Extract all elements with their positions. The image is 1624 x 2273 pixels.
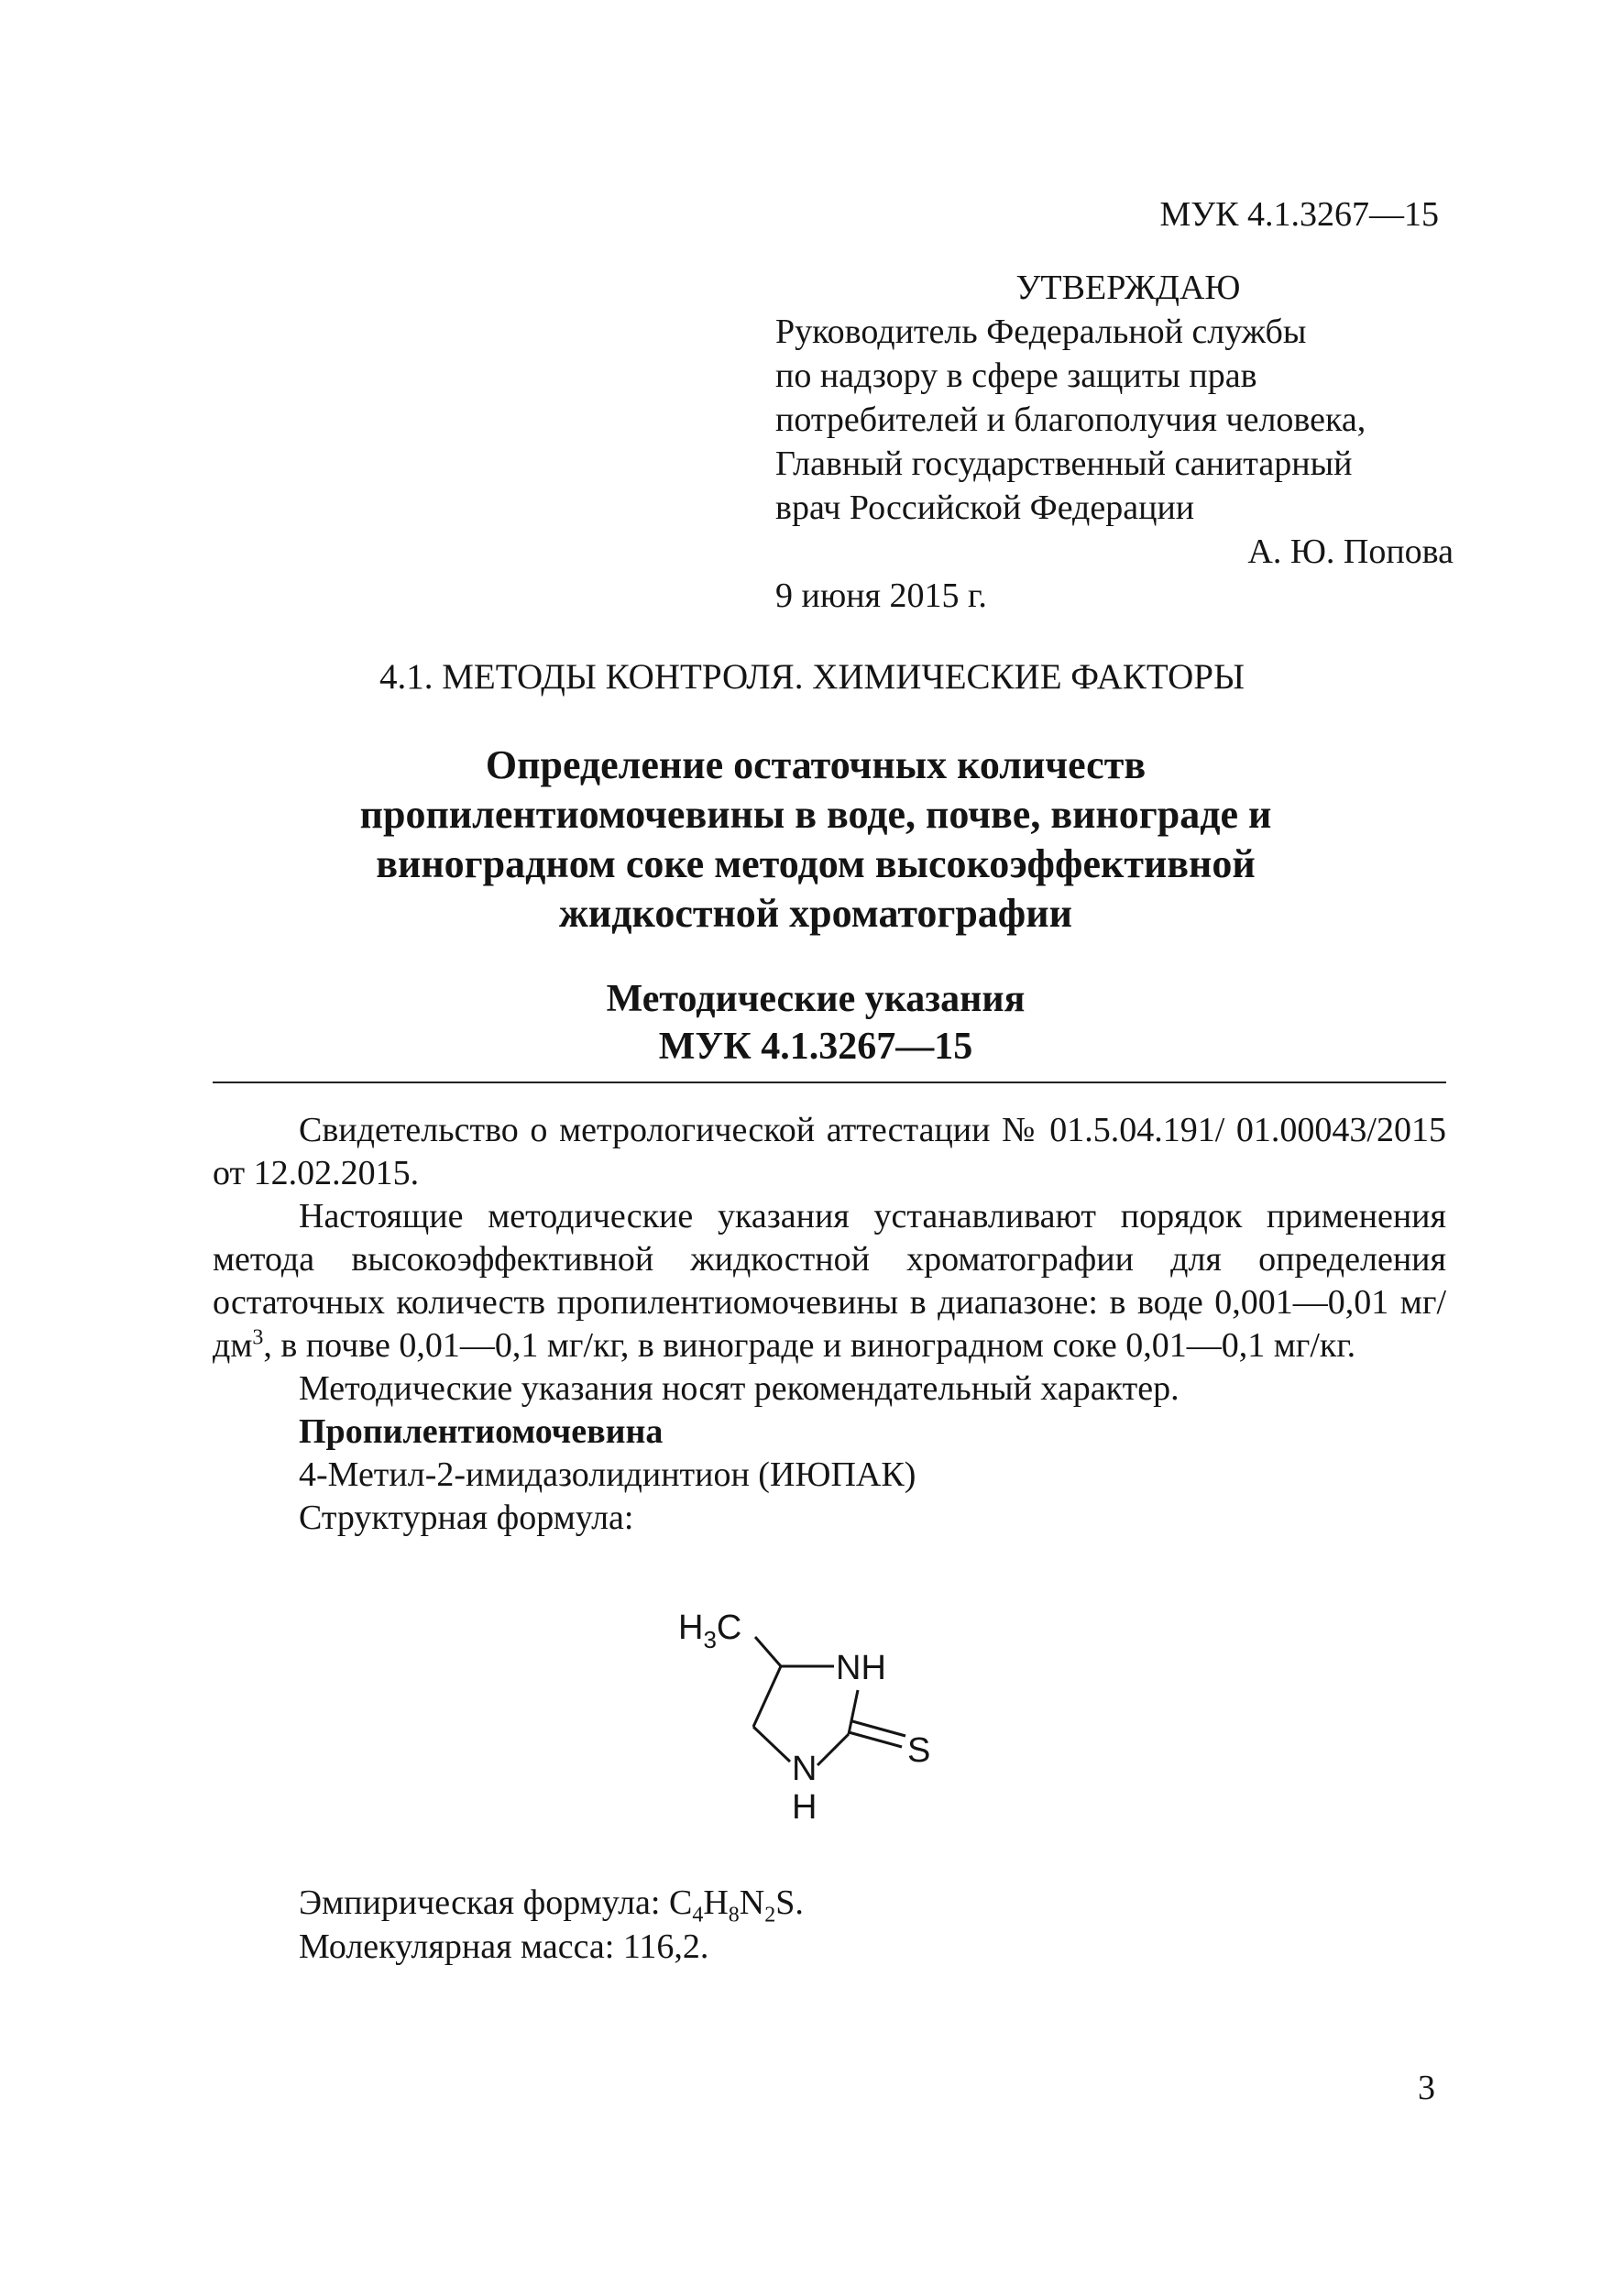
sulfur-atom-label: S [907, 1731, 931, 1770]
approval-line: потребителей и благополучия человека, [775, 401, 1366, 439]
title-line: Определение остаточных количеств [485, 742, 1147, 787]
approval-block [775, 266, 1454, 618]
scope-text-continued: , в почве 0,01—0,1 мг/кг, в винограде и виноградном соке 0,01—0,1 мг/кг. [263, 1326, 1356, 1365]
structural-formula-label: Структурная формула: [299, 1499, 634, 1537]
scope-paragraph [213, 1195, 1446, 1367]
document-title [220, 741, 1411, 939]
empirical-formula: Эмпирическая формула: $C_4H_8N_2S$. [299, 1883, 804, 1927]
h-bottom-label: H [792, 1788, 817, 1827]
page-number: 3 [1418, 2069, 1435, 2107]
approval-date: 9 июня 2015 г. [775, 576, 987, 615]
thione-double-bond-b [852, 1721, 905, 1736]
approval-line: Главный государственный санитарный [775, 445, 1353, 483]
guidelines-heading [220, 975, 1411, 1071]
guidelines-code: МУК 4.1.3267—15 [658, 1026, 973, 1068]
ring-bond-n1-c2 [817, 1734, 849, 1765]
nh-top-label: NH [836, 1649, 886, 1687]
ring-bond-c5-n1 [753, 1727, 790, 1762]
approval-word: УТВЕРЖДАЮ [1015, 269, 1241, 307]
guidelines-label: Методические указания [606, 978, 1026, 1020]
signatory-name: А. Ю. Попова [1247, 533, 1454, 571]
methyl-group-label: $H_3C$ [678, 1609, 742, 1653]
title-line: пропилентиомочевины в воде, почве, винограде и [359, 792, 1272, 837]
document-code-header: МУК 4.1.3267—15 [1159, 195, 1439, 234]
thione-double-bond-a [849, 1732, 902, 1747]
molecular-mass: Молекулярная масса: 116,2. [299, 1927, 709, 1966]
iupac-name: 4-Метил-2-имидазолидинтион (ИЮПАК) [299, 1455, 916, 1494]
heading-divider [213, 1082, 1446, 1083]
title-line: виноградном соке методом высокоэффективной [376, 841, 1256, 886]
substance-properties [299, 1881, 804, 1969]
scope-superscript: 3 [252, 1325, 264, 1350]
substance-name: Пропилентиомочевина [299, 1412, 664, 1451]
structural-formula-diagram [678, 1600, 1008, 1839]
title-line: жидкостной хроматографии [559, 891, 1072, 936]
approval-line: по надзору в сфере защиты прав [775, 357, 1257, 395]
recommendation-line: Методические указания носят рекомендательный характер. [299, 1369, 1180, 1408]
scope-text: Настоящие методические указания устанавливают порядок применения метода высокоэффективной жидкостной хроматографии для определения остаточных количеств пропилентиомочевины в диапазоне: в воде 0,001—0,01 мг/дм [213, 1197, 1446, 1365]
document-body [213, 1109, 1446, 1540]
ring-bond-c4-c5 [753, 1666, 781, 1727]
approval-line: врач Российской Федерации [775, 489, 1195, 527]
n-bottom-label: N [792, 1750, 817, 1788]
certificate-paragraph: Свидетельство о метрологической аттестации № 01.5.04.191/ 01.00043/2015 от 12.02.2015. [213, 1111, 1446, 1192]
section-title: 4.1. МЕТОДЫ КОНТРОЛЯ. ХИМИЧЕСКИЕ ФАКТОРЫ [379, 657, 1245, 697]
methyl-bond [755, 1637, 781, 1666]
approval-line: Руководитель Федеральной службы [775, 313, 1307, 351]
ring-bond-c2-n3 [849, 1690, 858, 1734]
